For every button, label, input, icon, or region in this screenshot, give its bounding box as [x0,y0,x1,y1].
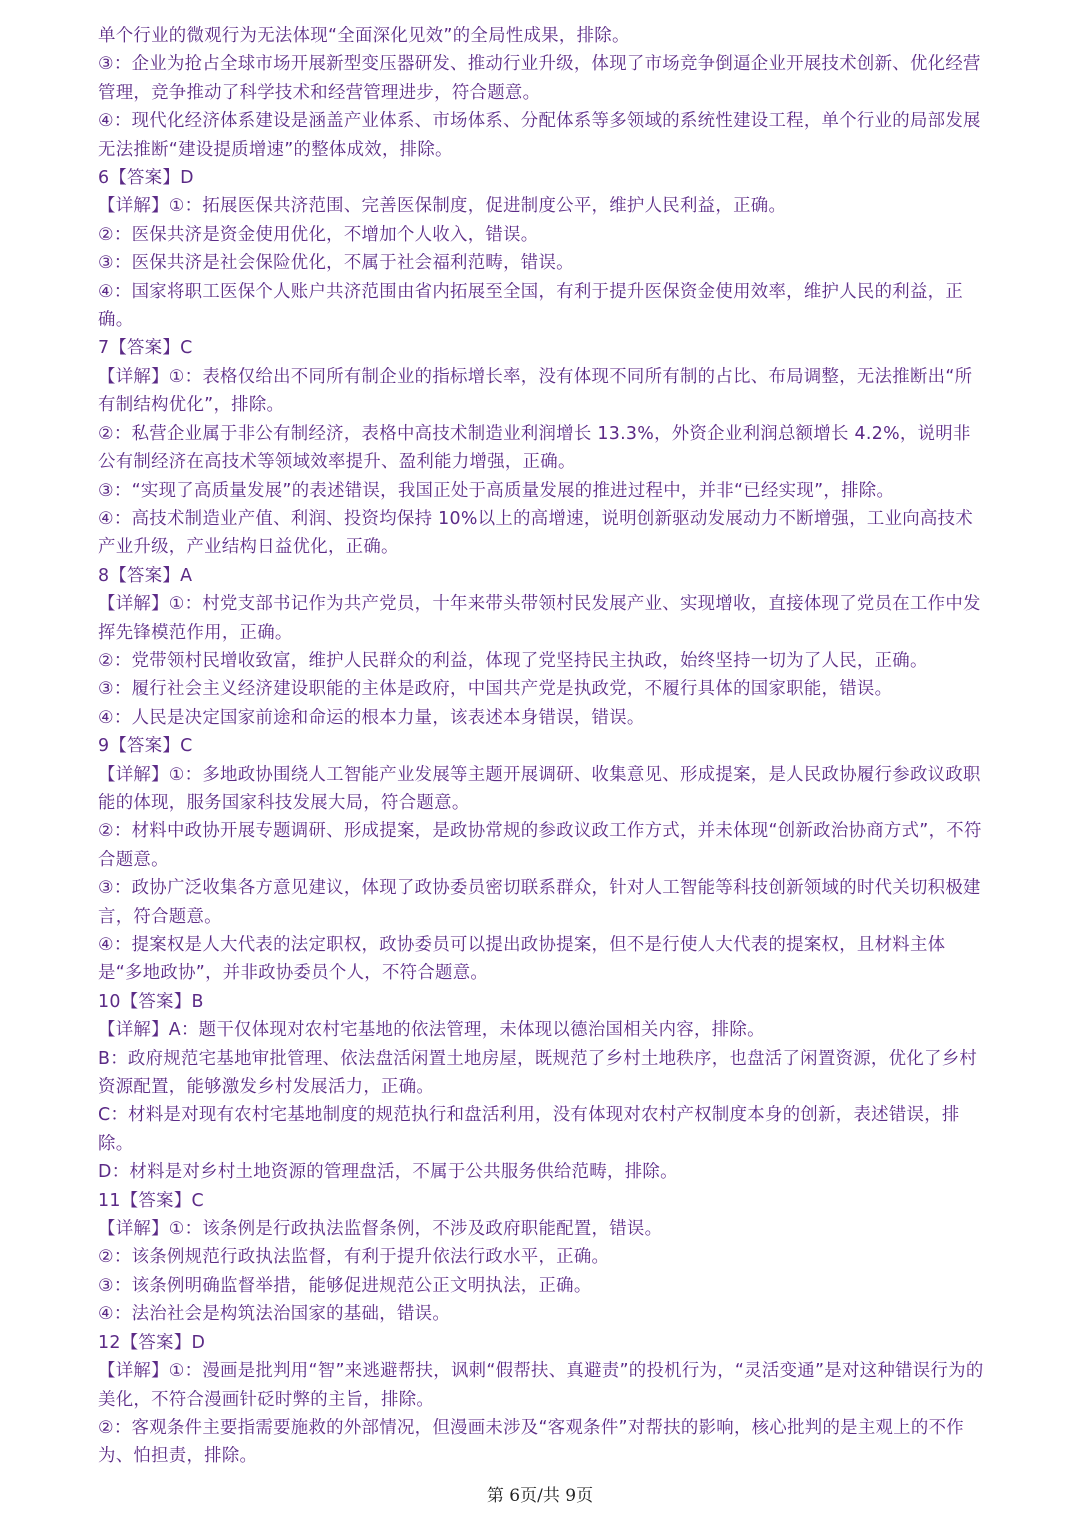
text-line: 【详解】①：拓展医保共济范围、完善医保制度，促进制度公平，维护人民利益，正确。 [98,196,787,217]
text-line: ④：国家将职工医保个人账户共济范围由省内拓展至全国，有利于提升医保资金使用效率，维护人民的利益，正确。 [98,281,964,331]
text-line: ②：客观条件主要指需要施救的外部情况，但漫画未涉及“客观条件”对帮扶的影响，核心批判的是主观上的不作为、怕担责，排除。 [98,1417,964,1467]
text-line: ②：医保共济是资金使用优化，不增加个人收入，错误。 [98,224,539,245]
text-line: ④：提案权是人大代表的法定职权，政协委员可以提出政协提案，但不是行使人大代表的提案权，且材料主体是“多地政协”，并非政协委员个人，不符合题意。 [98,935,946,984]
text-line: ④：人民是决定国家前途和命运的根本力量，该表述本身错误，错误。 [98,707,645,728]
text-line: ④：高技术制造业产值、利润、投资均保持 10%以上的高增速，说明创新驱动发展动力不断增强，工业向高技术产业升级，产业结构日益优化，正确。 [98,508,974,558]
text-line: ③：“实现了高质量发展”的表述错误，我国正处于高质量发展的推进过程中，并非“已经实现”，排除。 [98,480,895,501]
text-line: D：材料是对乡村土地资源的管理盘活，不属于公共服务供给范畴，排除。 [98,1162,678,1183]
text-line: ③：企业为抢占全球市场开展新型变压器研发、推动行业升级，体现了市场竞争倒逼企业开展技术创新、优化经营管理，竞争推动了科学技术和经营管理进步，符合题意。 [98,54,981,103]
answer-heading-11: 11【答案】C [98,1190,204,1211]
text-line: 单个行业的微观行为无法体现“全面深化见效”的全局性成果，排除。 [98,26,630,46]
text-line: 【详解】①：表格仅给出不同所有制企业的指标增长率，没有体现不同所有制的占比、布局调整，无法推断出“所有制结构优化”，排除。 [98,366,973,416]
text-line: ③：该条例明确监督举措，能够促进规范公正文明执法，正确。 [98,1275,592,1296]
text-line: ③：政协广泛收集各方意见建议，体现了政协委员密切联系群众，针对人工智能等科技创新领域的时代关切积极建言，符合题意。 [98,878,981,927]
text-line: ④：法治社会是构筑法治国家的基础，错误。 [98,1304,451,1325]
answer-heading-8: 8【答案】A [98,565,193,586]
text-line: 【详解】①：该条例是行政执法监督条例，不涉及政府职能配置，错误。 [98,1219,663,1240]
text-line: ④：现代化经济体系建设是涵盖产业体系、市场体系、分配体系等多领域的系统性建设工程，单个行业的局部发展无法推断“建设提质增速”的整体成效，排除。 [98,111,981,160]
text-line: 【详解】①：村党支部书记作为共产党员，十年来带头带领村民发展产业、实现增收，直接体现了党员在工作中发挥先锋模范作用，正确。 [98,594,981,643]
page-content [98,22,988,1471]
text-line: C：材料是对现有农村宅基地制度的规范执行和盘活利用，没有体现对农村产权制度本身的创新，表述错误，排除。 [98,1105,960,1154]
text-line: ③：医保共济是社会保险优化，不属于社会福利范畴，错误。 [98,253,574,274]
text-line: B：政府规范宅基地审批管理、依法盘活闲置土地房屋，既规范了乡村土地秩序，也盘活了闲置资源，优化了乡村资源配置，能够激发乡村发展活力，正确。 [98,1048,978,1098]
answer-heading-9: 9【答案】C [98,736,193,757]
text-line: ③：履行社会主义经济建设职能的主体是政府，中国共产党是执政党，不履行具体的国家职能，错误。 [98,679,893,700]
text-line: 【详解】①：漫画是批判用“智”来逃避帮扶，讽刺“假帮扶、真避责”的投机行为，“灵活变通”是对这种错误行为的美化，不符合漫画针砭时弊的主旨，排除。 [98,1361,984,1410]
text-line: ②：该条例规范行政执法监督，有利于提升依法行政水平，正确。 [98,1247,610,1268]
text-line: ②：党带领村民增收致富，维护人民群众的利益，体现了党坚持民主执政，始终坚持一切为了人民，正确。 [98,650,928,671]
text-line: 【详解】①：多地政协围绕人工智能产业发展等主题开展调研、收集意见、形成提案，是人民政协履行参政议政职能的体现，服务国家科技发展大局，符合题意。 [98,764,981,813]
answer-heading-10: 10【答案】B [98,991,204,1012]
answer-heading-12: 12【答案】D [98,1332,206,1353]
page-footer: 第 6页/共 9页 [486,1486,594,1506]
text-line: 【详解】A：题干仅体现对农村宅基地的依法管理，未体现以德治国相关内容，排除。 [98,1020,765,1041]
answer-heading-6: 6【答案】D [98,168,194,189]
text-line: ②：材料中政协开展专题调研、形成提案，是政协常规的参政议政工作方式，并未体现“创新政治协商方式”，不符合题意。 [98,821,982,870]
answer-heading-7: 7【答案】C [98,338,193,359]
text-line: ②：私营企业属于非公有制经济，表格中高技术制造业利润增长 13.3%，外资企业利润总额增长 4.2%，说明非公有制经济在高技术等领域效率提升、盈利能力增强，正确。 [98,423,971,473]
